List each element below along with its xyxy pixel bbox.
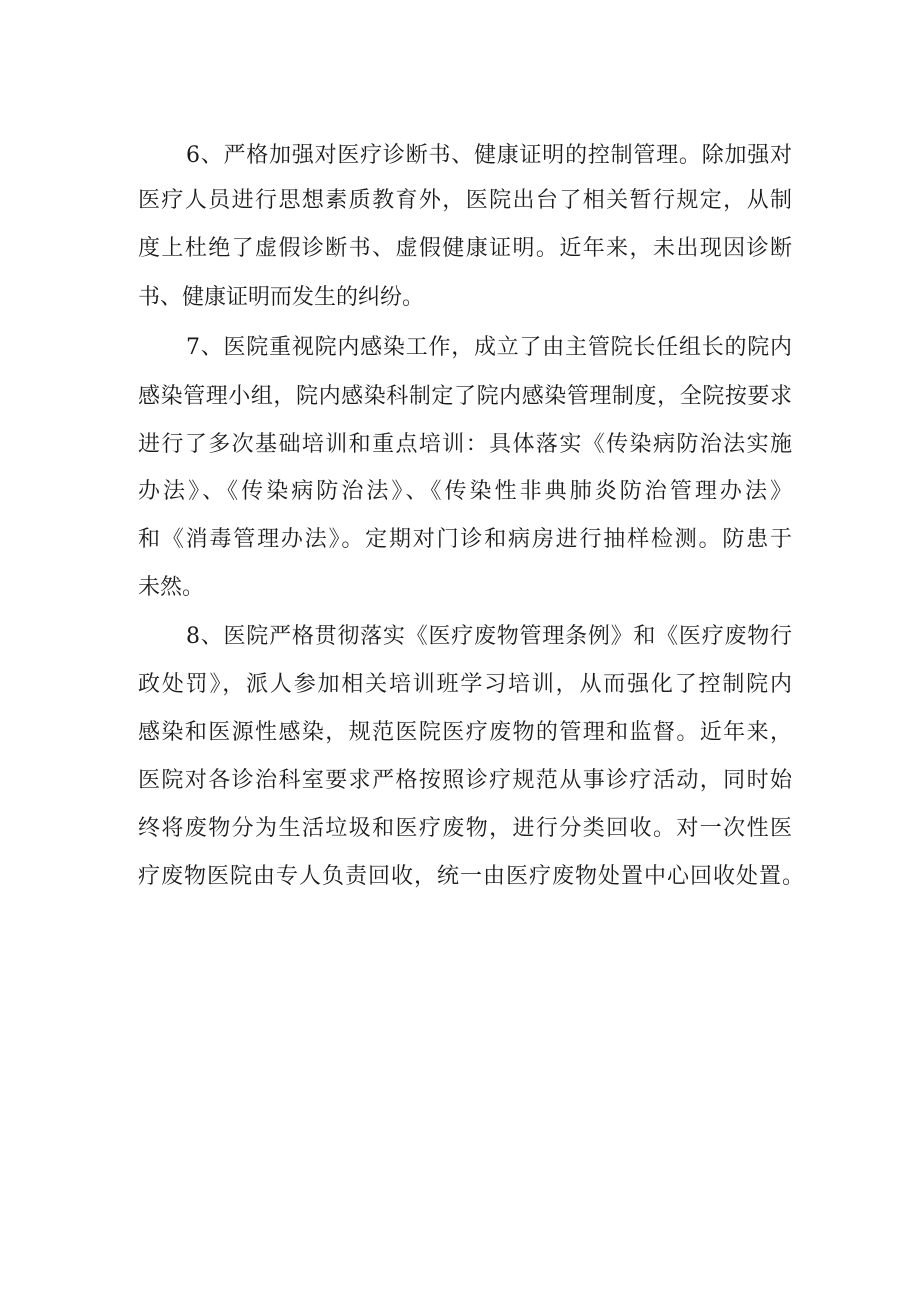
paragraph-8-line-4: 医院对各诊治科室要求严格按照诊疗规范从事诊疗活动，同时始 bbox=[138, 768, 792, 793]
paragraph-6-line-3: 度上杜绝了虚假诊断书、虚假健康证明。近年来，未出现因诊断 bbox=[138, 236, 792, 261]
paragraph-6-line-1: 6、严格加强对医疗诊断书、健康证明的控制管理。除加强对 bbox=[186, 143, 792, 168]
paragraph-8-line-2: 政处罚》，派人参加相关培训班学习培训，从而强化了控制院内 bbox=[138, 672, 792, 697]
paragraph-8-line-3: 感染和医源性感染，规范医院医疗废物的管理和监督。近年来， bbox=[138, 720, 792, 745]
paragraph-7-line-6: 未然。 bbox=[138, 575, 205, 600]
paragraph-6-line-2: 医疗人员进行思想素质教育外，医院出台了相关暂行规定，从制 bbox=[138, 188, 792, 213]
paragraph-7-line-5: 和《消毒管理办法》。定期对门诊和病房进行抽样检测。防患于 bbox=[138, 527, 792, 552]
paragraph-6-line-4: 书、健康证明而发生的纠纷。 bbox=[138, 285, 425, 310]
paragraph-7-line-4: 办法》、《传染病防治法》、《传染性非典肺炎防治管理办法》 bbox=[138, 479, 792, 504]
paragraph-7-line-2: 感染管理小组，院内感染科制定了院内感染管理制度，全院按要求 bbox=[138, 384, 792, 409]
paragraph-7-line-3: 进行了多次基础培训和重点培训：具体落实《传染病防治法实施 bbox=[138, 432, 792, 457]
paragraph-8-line-5: 终将废物分为生活垃圾和医疗废物，进行分类回收。对一次性医 bbox=[138, 816, 792, 841]
paragraph-8-line-6: 疗废物医院由专人负责回收，统一由医疗废物处置中心回收处置。 bbox=[138, 864, 804, 889]
paragraph-7-line-1: 7、医院重视院内感染工作，成立了由主管院长任组长的院内 bbox=[186, 335, 792, 360]
paragraph-8-line-1: 8、医院严格贯彻落实《医疗废物管理条例》和《医疗废物行 bbox=[186, 624, 792, 649]
